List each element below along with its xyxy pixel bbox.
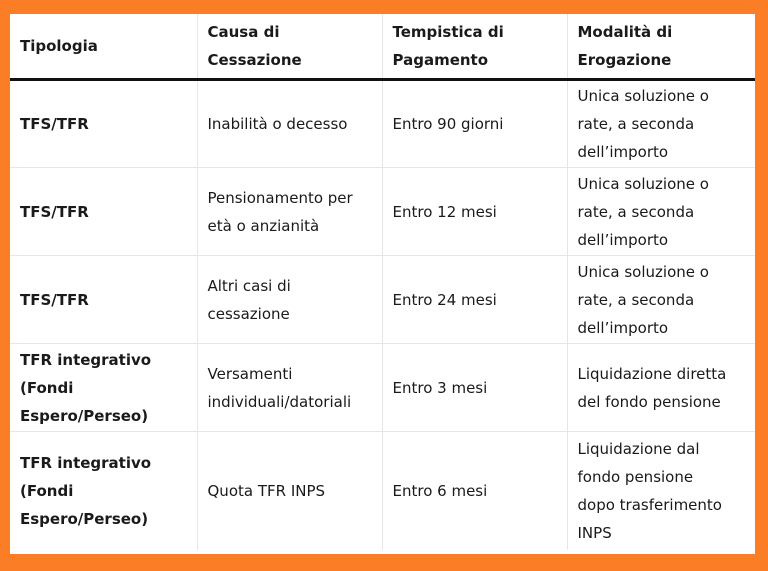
cell-tempistica: Entro 90 giorni xyxy=(382,80,567,168)
cell-modalita: Liquidazione diretta del fondo pensione xyxy=(567,344,755,432)
cell-modalita: Unica soluzione o rate, a seconda dell’importo xyxy=(567,168,755,256)
header-tipologia: Tipologia xyxy=(10,14,197,80)
cell-modalita: Liquidazione dal fondo pensione dopo trasferimento INPS xyxy=(567,432,755,550)
cell-tempistica: Entro 12 mesi xyxy=(382,168,567,256)
cell-tipologia: TFS/TFR xyxy=(10,80,197,168)
header-tempistica-pagamento: Tempistica di Pagamento xyxy=(382,14,567,80)
table-header-row xyxy=(10,14,755,80)
cell-tipologia: TFR integrativo (Fondi Espero/Perseo) xyxy=(10,344,197,432)
cell-causa: Altri casi di cessazione xyxy=(197,256,382,344)
cell-tempistica: Entro 6 mesi xyxy=(382,432,567,550)
table-frame xyxy=(10,14,755,554)
table-row xyxy=(10,344,755,432)
cell-causa: Inabilità o decesso xyxy=(197,80,382,168)
header-causa-cessazione: Causa di Cessazione xyxy=(197,14,382,80)
cell-tempistica: Entro 3 mesi xyxy=(382,344,567,432)
header-modalita-erogazione: Modalità di Erogazione xyxy=(567,14,755,80)
cell-tipologia: TFR integrativo (Fondi Espero/Perseo) xyxy=(20,453,152,528)
table-row xyxy=(10,432,755,550)
cell-causa: Quota TFR INPS xyxy=(197,432,382,550)
tfr-payment-table xyxy=(10,14,755,550)
table-row xyxy=(10,80,755,168)
cell-causa: Pensionamento per età o anzianità xyxy=(197,168,382,256)
cell-modalita: Unica soluzione o rate, a seconda dell’importo xyxy=(567,256,755,344)
table-row xyxy=(10,168,755,256)
cell-causa: Versamenti individuali/datoriali xyxy=(197,344,382,432)
cell-tempistica: Entro 24 mesi xyxy=(382,256,567,344)
cell-modalita: Unica soluzione o rate, a seconda dell’importo xyxy=(567,80,755,168)
cell-tipologia: TFS/TFR xyxy=(10,168,197,256)
table-row xyxy=(10,256,755,344)
cell-tipologia: TFS/TFR xyxy=(10,256,197,344)
